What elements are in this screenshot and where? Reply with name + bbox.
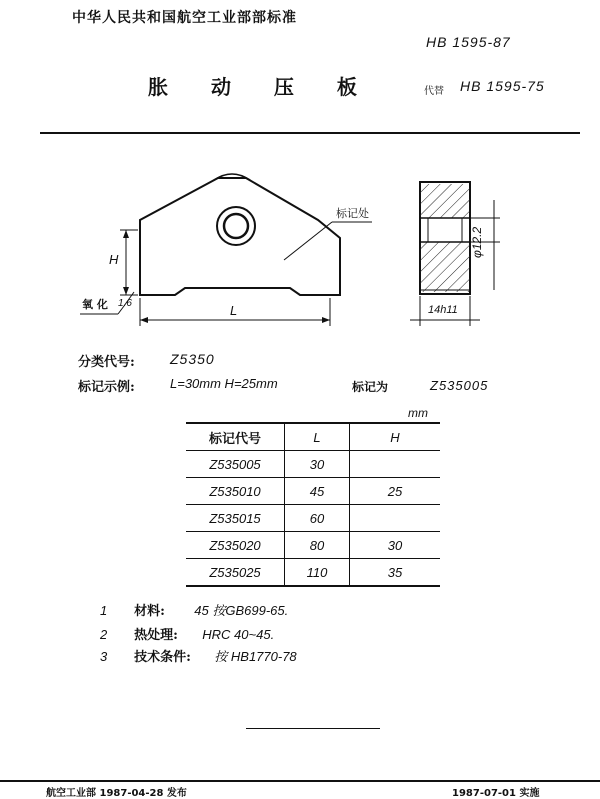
header-code: 标记代号 [186,423,285,451]
note-label: 技术条件: [134,650,191,665]
footer-issued: 航空工业部 1987-04-28 发布 [46,788,187,799]
cell-L: 45 [285,478,350,505]
note-item [100,600,288,619]
cell-H [350,505,441,532]
roughness-value: 1.6 [118,298,132,309]
cell-code: Z535005 [186,451,285,478]
cell-L: 80 [285,532,350,559]
cell-H: 35 [350,559,441,587]
table-row [186,451,440,478]
cell-L: 110 [285,559,350,587]
end-rule [246,728,380,729]
footer-rule [0,780,600,782]
cell-code: Z535010 [186,478,285,505]
note-label: 材料: [134,604,165,619]
cell-L: 60 [285,505,350,532]
marking-example-value: L=30mm H=25mm [170,376,278,391]
header-rule [40,132,580,134]
table-row [186,532,440,559]
note-text: HRC 40~45. [202,627,275,642]
marking-location-label: 标记处 [336,207,369,220]
marking-code: Z535005 [430,378,489,393]
org-line: 中华人民共和国航空工业部部标准 [72,10,297,26]
replaces-code: HB 1595-75 [460,78,545,94]
note-item [100,646,297,665]
thickness-label: 14h11 [428,304,458,316]
note-number: 2 [100,627,108,642]
table-header-row [186,423,440,451]
diameter-label: φ12.2 [470,226,484,258]
cell-H [350,451,441,478]
cell-code: Z535015 [186,505,285,532]
cell-code: Z535020 [186,532,285,559]
note-number: 3 [100,649,108,664]
table-row [186,478,440,505]
note-number: 1 [100,603,108,618]
header-L: L [285,423,350,451]
bushing-inner [224,214,248,238]
note-text: 45 按GB699-65. [194,603,289,618]
table-unit: mm [408,406,428,420]
surface-treatment-label: 氧 化 [82,298,108,311]
cell-H: 30 [350,532,441,559]
marking-example-label: 标记示例: [78,380,135,395]
standard-code: HB 1595-87 [426,34,511,50]
dimension-L-label: L [230,303,238,318]
page-title: 胀 动 压 板 [148,75,375,99]
note-item [100,624,274,643]
cell-H: 25 [350,478,441,505]
cell-L: 30 [285,451,350,478]
note-text: 按 HB1770-78 [214,649,297,664]
table-row [186,559,440,587]
marking-as-label: 标记为 [352,380,389,394]
dimension-H-label: H [109,252,119,267]
table-row [186,505,440,532]
cell-code: Z535025 [186,559,285,587]
classification-code: Z5350 [170,351,215,367]
dimension-table [186,422,440,587]
bushing-outer [217,207,255,245]
classification-label: 分类代号: [78,355,135,370]
replaces-label: 代替 [424,86,444,97]
header-H: H [350,423,441,451]
footer-implemented: 1987-07-01 实施 [452,788,540,799]
note-label: 热处理: [134,628,178,643]
